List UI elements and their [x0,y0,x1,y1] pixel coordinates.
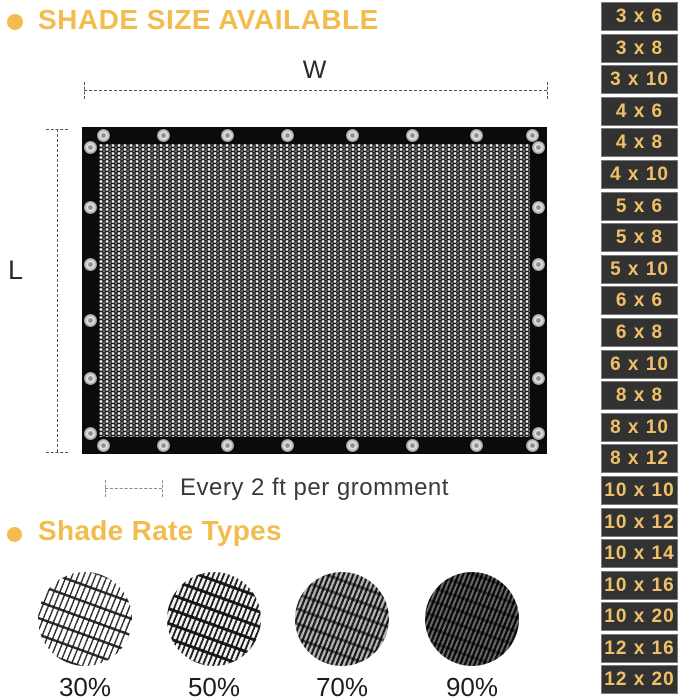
grommet-icon [97,439,110,452]
grommet-icon [84,372,97,385]
size-chip: 3 x 6 [601,2,678,31]
grommet-icon [221,129,234,142]
size-chip: 5 x 10 [601,255,678,284]
bullet-icon [7,527,22,542]
shade-rate-label: 70% [315,672,369,698]
size-chip: 12 x 16 [601,634,678,663]
grommet-icon [281,129,294,142]
grommet-icon [84,201,97,214]
grommet-icon [406,129,419,142]
size-chip: 5 x 6 [601,192,678,221]
grommet-icon [526,129,539,142]
grommet-icon [406,439,419,452]
grommet-icon [532,372,545,385]
grommet-icon [157,129,170,142]
size-chip: 4 x 10 [601,160,678,189]
size-chip: 12 x 20 [601,665,678,694]
grommet-icon [346,439,359,452]
size-chip: 10 x 16 [601,571,678,600]
length-dimension-line [57,129,58,452]
length-dimension-tick-bottom [46,452,68,453]
size-chip: 10 x 12 [601,508,678,537]
size-chip: 8 x 10 [601,413,678,442]
size-chip: 4 x 6 [601,97,678,126]
shade-net-illustration [82,127,547,454]
shade-rate-swatch-50 [167,572,261,666]
grommet-icon [84,141,97,154]
shade-rate-label: 90% [445,672,499,698]
grommet-icon [157,439,170,452]
size-chip: 6 x 10 [601,350,678,379]
width-dimension-tick-right [547,82,548,99]
grommet-spacing-line [105,488,162,489]
grommet-icon [532,314,545,327]
grommet-icon [97,129,110,142]
size-chip: 6 x 6 [601,286,678,315]
size-chip: 4 x 8 [601,128,678,157]
bullet-icon [7,14,23,30]
shade-rate-label: 30% [58,672,112,698]
shade-rate-swatch-70 [295,572,389,666]
size-chip: 3 x 10 [601,65,678,94]
size-chip: 10 x 20 [601,602,678,631]
shade-rate-label: 50% [187,672,241,698]
grommet-icon [470,439,483,452]
width-dimension-line [84,90,547,91]
grommet-icon [346,129,359,142]
size-chip: 6 x 8 [601,318,678,347]
width-dimension-label: W [302,56,327,84]
size-chip: 10 x 10 [601,476,678,505]
grommet-note: Every 2 ft per gromment [180,474,449,501]
size-chip: 8 x 8 [601,381,678,410]
size-chip: 10 x 14 [601,539,678,568]
grommet-icon [470,129,483,142]
grommet-icon [281,439,294,452]
section-title-sizes: SHADE SIZE AVAILABLE [38,4,379,35]
size-chip: 3 x 8 [601,34,678,63]
section-title-rates: Shade Rate Types [38,515,282,546]
grommet-icon [526,439,539,452]
grommet-spacing-tick-right [162,480,163,497]
size-chip: 8 x 12 [601,444,678,473]
grommet-icon [84,427,97,440]
width-dimension-tick-left [84,82,85,99]
mesh-texture [99,144,530,437]
shade-rate-swatch-90 [425,572,519,666]
size-list [601,2,678,694]
grommet-icon [532,427,545,440]
grommet-icon [532,258,545,271]
grommet-icon [532,201,545,214]
grommet-icon [532,141,545,154]
length-dimension-tick-top [46,129,68,130]
size-chip: 5 x 8 [601,223,678,252]
grommet-icon [221,439,234,452]
grommet-icon [84,314,97,327]
shade-rate-swatch-30 [38,572,132,666]
length-dimension-label: L [8,255,24,285]
grommet-icon [84,258,97,271]
